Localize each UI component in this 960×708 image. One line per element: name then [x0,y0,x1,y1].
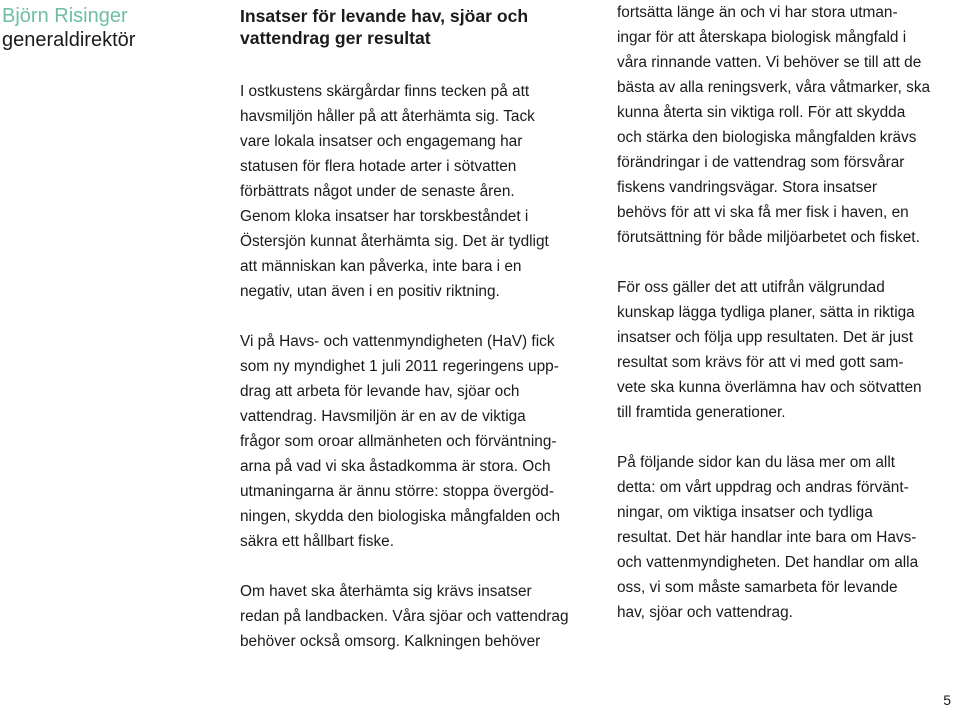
text-line: säkra ett hållbart fiske. [240,533,394,550]
text-line: vattendrag. Havsmiljön är en av de viktiga [240,408,526,425]
text-line: förändringar i de vattendrag som försvårar [617,154,905,171]
text-line: drag att arbeta för levande hav, sjöar och [240,383,520,400]
paragraph [240,579,602,654]
text-line: vete ska kunna överlämna hav och sötvatten [617,379,922,396]
text-line: hav, sjöar och vattendrag. [617,604,793,621]
paragraph [240,79,602,304]
text-line: detta: om vårt uppdrag och andras förvänt- [617,479,909,496]
text-line: frågor som oroar allmänheten och förväntning- [240,433,557,450]
text-line: För oss gäller det att utifrån välgrundad [617,279,885,296]
text-line: insatser och följa upp resultaten. Det är just [617,329,913,346]
text-line: statusen för flera hotade arter i sötvatten [240,158,517,175]
text-line: vare lokala insatser och engagemang har [240,133,523,150]
text-line: oss, vi som måste samarbeta för levande [617,579,898,596]
text-line: kunna återta sin viktiga roll. För att skydda [617,104,906,121]
text-line: som ny myndighet 1 juli 2011 regeringens upp- [240,358,559,375]
text-line: utmaningarna är ännu större: stoppa övergöd- [240,483,554,500]
author-block [2,4,222,52]
article-headline [240,5,602,49]
text-line: Vi på Havs- och vattenmyndigheten (HaV) fick [240,333,555,350]
text-line: förbättrats något under de senaste åren. [240,183,515,200]
text-line: resultat som krävs för att vi med gott sam- [617,354,904,371]
author-name: Björn Risinger [2,5,128,27]
page-number: 5 [943,692,951,708]
text-line: ningen, skydda den biologiska mångfalden och [240,508,561,525]
text-line: havsmiljön håller på att återhämta sig. Tack [240,108,535,125]
text-line: negativ, utan även i en positiv riktning. [240,283,500,300]
text-line: resultat. Det här handlar inte bara om Havs- [617,529,917,546]
text-line: och vattenmyndigheten. Det handlar om alla [617,554,919,571]
text-line: ingar för att återskapa biologisk mångfald i [617,29,907,46]
text-line: att människan kan påverka, inte bara i en [240,258,522,275]
author-role: generaldirektör [2,29,136,51]
paragraph [617,450,960,625]
text-line: kunskap lägga tydliga planer, sätta in riktiga [617,304,915,321]
text-line: Östersjön kunnat återhämta sig. Det är tydligt [240,233,549,250]
text-line: fortsätta länge än och vi har stora utman- [617,4,898,21]
text-line: Genom kloka insatser har torskbeståndet i [240,208,529,225]
paragraph [617,0,960,250]
text-line: våra rinnande vatten. Vi behöver se till att de [617,54,922,71]
text-line: På följande sidor kan du läsa mer om allt [617,454,896,471]
text-line: förutsättning för både miljöarbetet och fisket. [617,229,920,246]
headline-line: vattendrag ger resultat [240,28,431,48]
text-line: Om havet ska återhämta sig krävs insatser [240,583,532,600]
text-line: till framtida generationer. [617,404,786,421]
text-line: behövs för att vi ska få mer fisk i haven, en [617,204,909,221]
text-line: ningar, om viktiga insatser och tydliga [617,504,873,521]
paragraph [240,329,602,554]
text-line: behöver också omsorg. Kalkningen behöver [240,633,541,650]
text-line: fiskens vandringsvägar. Stora insatser [617,179,878,196]
text-line: och stärka den biologiska mångfalden krävs [617,129,917,146]
column-right [617,0,960,625]
column-middle [240,0,602,654]
text-line: bästa av alla reningsverk, våra våtmarker, ska [617,79,931,96]
text-line: I ostkustens skärgårdar finns tecken på att [240,83,530,100]
headline-line: Insatser för levande hav, sjöar och [240,6,529,26]
text-line: arna på vad vi ska åstadkomma är stora. Och [240,458,551,475]
paragraph [617,275,960,425]
text-line: redan på landbacken. Våra sjöar och vattendrag [240,608,569,625]
